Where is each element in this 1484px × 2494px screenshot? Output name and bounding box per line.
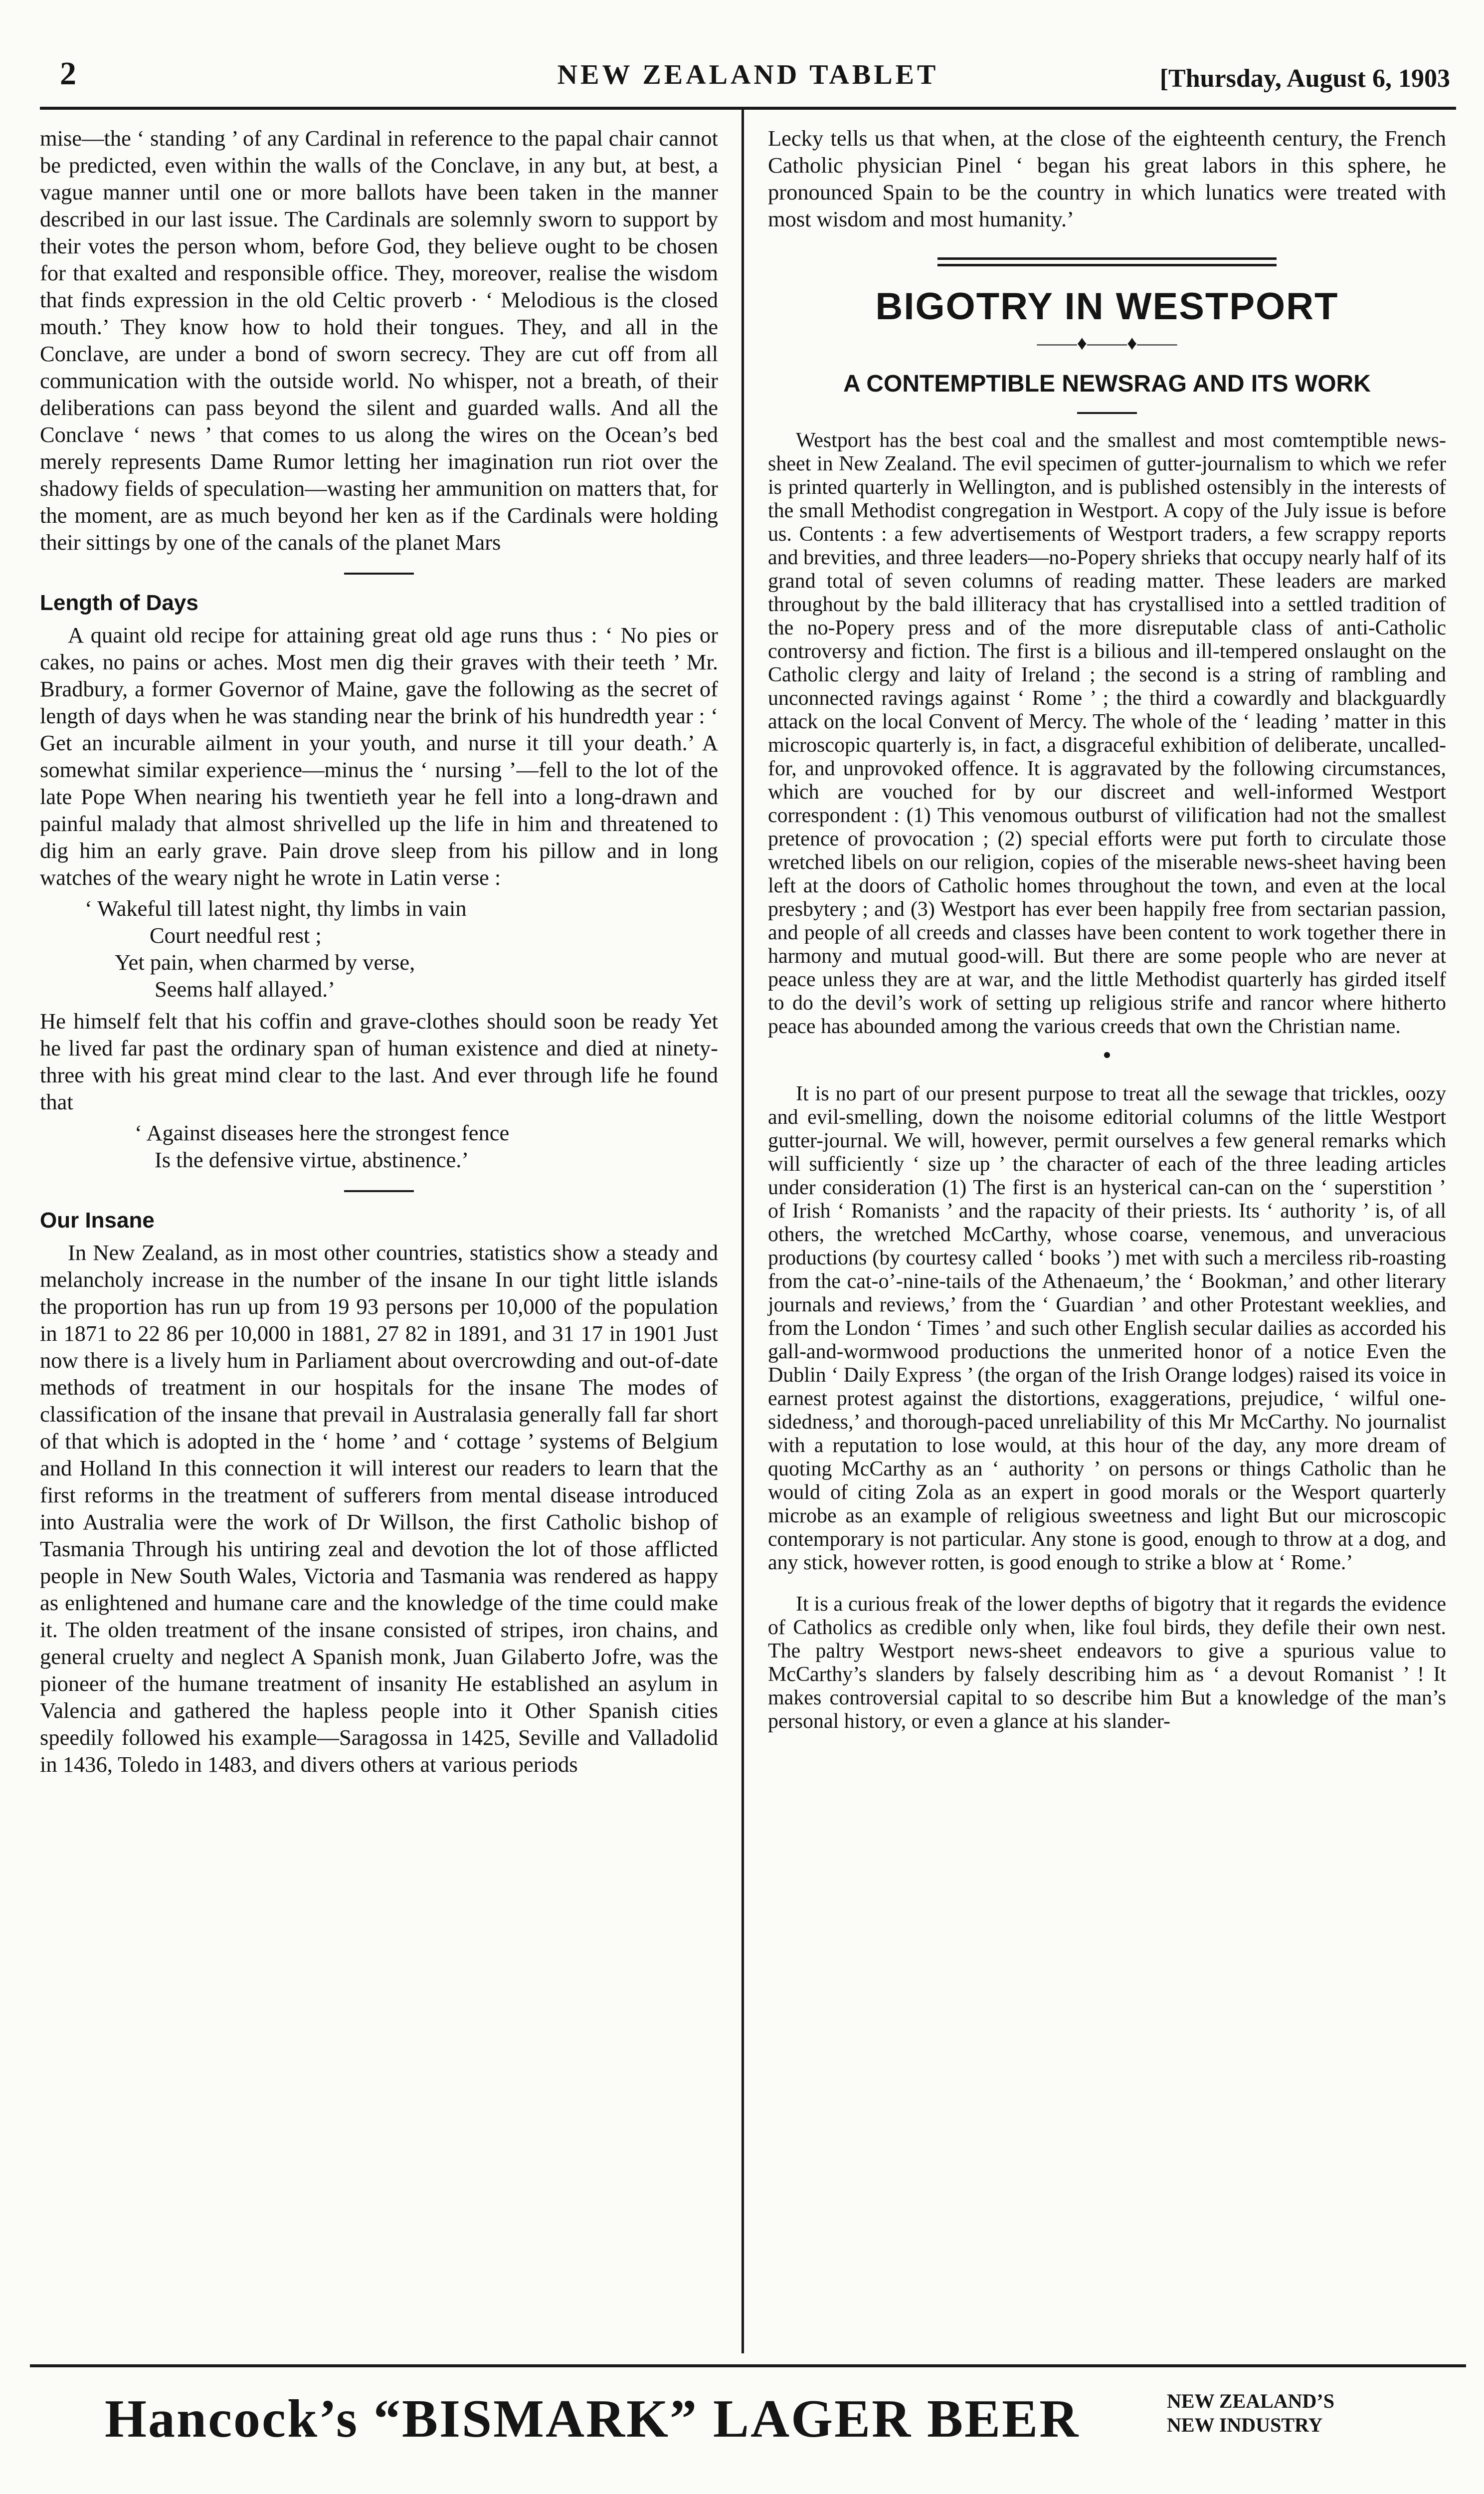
- verse-line: Is the defensive virtue, abstinence.’: [155, 1147, 469, 1172]
- issue-date: [Thursday, August 6, 1903: [1159, 64, 1450, 93]
- lecky-paragraph: Lecky tells us that when, at the close of the eighteenth century, the French Catholic physician Pinel ‘ began his great labors in this sphere, he pronounced Spain to be the country in which lunatics were treated with most wisdom and most humanity.’: [768, 126, 1446, 231]
- advertisement: [30, 2379, 1466, 2469]
- coffin-paragraph: He himself felt that his coffin and grave-clothes should soon be ready Yet he lived far past the ordinary span of human existence and died at ninety-three with his great mind clear to the last. And ever through life he found that: [40, 1009, 718, 1114]
- westport-paragraph: Westport has the best coal and the smallest and most comtemptible news-sheet in New Zealand. The evil specimen of gutter-journalism to which we refer is printed quarterly in Wellington, and is published ostensibly in the interests of the small Methodist congregation in Westport. A copy of the July issue is before us. Contents : a few advertisements of Westport traders, a few scrappy reports and brevities, and three leaders—no-Popery shrieks that occupy nearly half of its grand total of seven columns of reading matter. These leaders are marked throughout by the bald illiteracy that has crystallised into a settled tradition of the no-Popery press and of the more disreputable class of anti-Catholic controversy and fiction. The first is a bilious and ill-tempered onslaught on the Catholic clergy and laity of Ireland ; the second is a string of rambling and unconnected ravings against ‘ Rome ’ ; the third a cowardly and blackguardly attack on the local Convent of Mercy. The whole of the ‘ leading ’ matter in this microscopic quarterly is, in fact, a disgraceful exhibition of deliberate, uncalled-for, and unprovoked offence. It is aggravated by the following circumstances, which are vouched for by our discreet and well-informed Westport correspondent : (1) This venomous outburst of vilification had not the smallest pretence of provocation ; (2) special efforts were put forth to circulate those wretched libels on our religion, copies of the miserable news-sheet having been left at the doors of Catholic homes throughout the town, and even at the local presbytery ; and (3) Westport has ever been happily free from sectarian passion, and people of all creeds and classes have been content to work together there in harmony and mutual good-will. But there are some people who are never at peace unless they are at war, and the little Methodist quarterly has girded itself to do the devil’s work of setting up religious strife and rancor where hitherto peace has abounded among the various creeds that own the Christian name.: [768, 429, 1446, 1038]
- section-rule: [344, 1190, 414, 1192]
- headline: BIGOTRY IN WESTPORT: [875, 285, 1339, 328]
- footer-rule: [30, 2364, 1466, 2367]
- masthead: NEW ZEALAND TABLET: [557, 59, 939, 90]
- column-divider: [742, 109, 744, 2353]
- verse-line: ‘ Wakeful till latest night, thy limbs in vain: [85, 896, 467, 921]
- ad-tagline-line: NEW INDUSTRY: [1167, 2414, 1323, 2436]
- latin-verse: [40, 895, 718, 1003]
- freak-paragraph: It is a curious freak of the lower depths of bigotry that it regards the evidence of Catholics as credible only when, like foul birds, they defile their own nest. The paltry Westport news-sheet endeavors to give a spurious value to McCarthy’s slanders by falsely describing him as ‘ a devout Romanist ’ ! It makes controversial capital to so describe him But a knowledge of the man’s personal history, or even a glance at his slander-: [768, 1593, 1446, 1733]
- verse-line: ‘ Against diseases here the strongest fence: [135, 1120, 510, 1145]
- subhead-length-of-days: Length of Days: [40, 591, 198, 615]
- subhead-our-insane: Our Insane: [40, 1208, 155, 1233]
- sewage-paragraph: It is no part of our present purpose to treat all the sewage that trickles, oozy and evil-smelling, down the noisome editorial columns of the little Westport gutter-journal. We will, however, permit ourselves a few general remarks which will sufficiently ‘ size up ’ the character of each of the three leading articles under consideration (1) The first is an hysterical can-can on the ‘ superstition ’ of Irish ‘ Romanists ’ and the rapacity of their priests. Its ‘ authority ’ is, of all others, the wretched McCarthy, whose coarse, venemous, and unveracious productions (by courtesy called ‘ books ’) met with such a merciless rib-roasting from the cat-o’-nine-tails of the Athenaeum,’ the ‘ Bookman,’ and other literary journals and reviews,’ from the ‘ Guardian ’ and other Protestant weeklies, and from the London ‘ Times ’ and such other English secular dailies as accorded his gall-and-wormwood productions the unmerited honor of a notice Even the Dublin ‘ Daily Express ’ (the organ of the Irish Orange lodges) raised its voice in earnest protest against the distortions, exaggerations, prejudice, ‘ wilful one-sidedness,’ and thorough-paced unreliability of this Mr McCarthy. No journalist with a reputation to lose would, at this hour of the day, any more dream of quoting McCarthy as an ‘ authority ’ on persons or things Catholic than he would of citing Zola as an expert in good morals or the Wesport quarterly microbe as an example of religious sweetness and light But our microscopic contemporary is not particular. Any stone is good, enough to throw at a dog, and any stick, however rotten, is good enough to strike a blow at ‘ Rome.’: [768, 1082, 1446, 1574]
- length-of-days-paragraph: A quaint old recipe for attaining great old age runs thus : ‘ No pies or cakes, no pains or aches. Most men dig their graves with their teeth ’ Mr. Bradbury, a former Governor of Maine, gave the following as the secret of length of days when he was standing near the brink of his hundredth year : ‘ Get an incurable ailment in your youth, and nurse it till your death.’ A somewhat similar experience—minus the ‘ nursing ’—fell to the lot of the late Pope When nearing his twentieth year he fell into a long-drawn and painful malady that almost shrivelled up the life in him and threatened to dig him an early grave. Pain drove sleep from his pillow and in long watches of the weary night he wrote in Latin verse :: [40, 623, 718, 890]
- conclave-paragraph: mise—the ‘ standing ’ of any Cardinal in reference to the papal chair cannot be predicted, even within the walls of the Conclave, in any but, at best, a vague manner until one or more ballots have been taken in the manner described in our last issue. The Cardinals are solemnly sworn to support by their votes the person whom, before God, they believe ought to be chosen for that exalted and responsible office. They, moreover, realise the wisdom that finds expression in the old Celtic proverb · ‘ Melodious is the closed mouth.’ They know how to hold their tongues. They, and all in the Conclave, are under a bond of sworn secrecy. They are cut off from all communication with the outside world. No whisper, not a breath, of their deliberations can pass beyond the silent and guarded walls. And all the Conclave ‘ news ’ that comes to us along the wires on the Ocean’s bed merely represents Dame Rumor letting her imagination run riot over the shadowy fields of speculation—wasting her ammunition on matters that, for the moment, are as much beyond her ken as if the Cardinals were holding their sittings by one of the canals of the planet Mars: [40, 126, 718, 555]
- verse-line: Court needful rest ;: [150, 923, 322, 948]
- our-insane-paragraph: In New Zealand, as in most other countries, statistics show a steady and melancholy increase in the number of the insane In our tight little islands the proportion has run up from 19 93 persons per 10,000 of the population in 1871 to 22 86 per 10,000 in 1881, 27 82 in 1891, and 31 17 in 1901 Just now there is a lively hum in Parliament about overcrowding and out-of-date methods of treatment in our hospitals for the insane The modes of classification of the insane that prevail in Australasia generally fall far short of that which is adopted in the ‘ home ’ and ‘ cottage ’ systems of Belgium and Holland In this connection it will interest our readers to learn that the first reforms in the treatment of sufferers from mental disease introduced into Australia were the work of Dr Willson, the first Catholic bishop of Tasmania Through his untiring zeal and devotion the lot of those afflicted people in New South Wales, Victoria and Tasmania was rendered as happy as enlightened and humane care and the knowledge of the time could make it. The olden treatment of the insane consisted of stripes, iron chains, and general cruelty and neglect A Spanish monk, Juan Gilaberto Jofre, was the pioneer of the humane treatment of insanity He established an asylum in Valencia and gathered the hapless people into it Other Spanish cities speedily followed his example—Saragossa in 1425, Seville and Valladolid in 1436, Toledo in 1483, and divers others at various periods: [40, 1240, 718, 1777]
- ad-brand: Hancock’s “BISMARK” LAGER BEER: [105, 2389, 1080, 2449]
- ornament-rule: ——♦——♦——: [1037, 332, 1177, 354]
- left-column: [40, 125, 718, 1778]
- section-rule: [1077, 412, 1137, 414]
- abstinence-verse: [40, 1119, 718, 1173]
- ad-tagline-line: NEW ZEALAND’S: [1167, 2390, 1334, 2412]
- subheadline: A CONTEMPTIBLE NEWSRAG AND ITS WORK: [843, 371, 1371, 397]
- section-rule: [344, 573, 414, 575]
- separator-dot: ●: [1103, 1047, 1112, 1062]
- page-number: 2: [60, 55, 76, 92]
- verse-line: Seems half allayed.’: [155, 977, 336, 1002]
- ad-tagline: [1167, 2389, 1334, 2437]
- page-header: [40, 50, 1456, 105]
- right-column: [768, 125, 1446, 1733]
- article-double-rule: [937, 257, 1277, 266]
- header-rule: [40, 107, 1456, 110]
- verse-line: Yet pain, when charmed by verse,: [115, 950, 415, 975]
